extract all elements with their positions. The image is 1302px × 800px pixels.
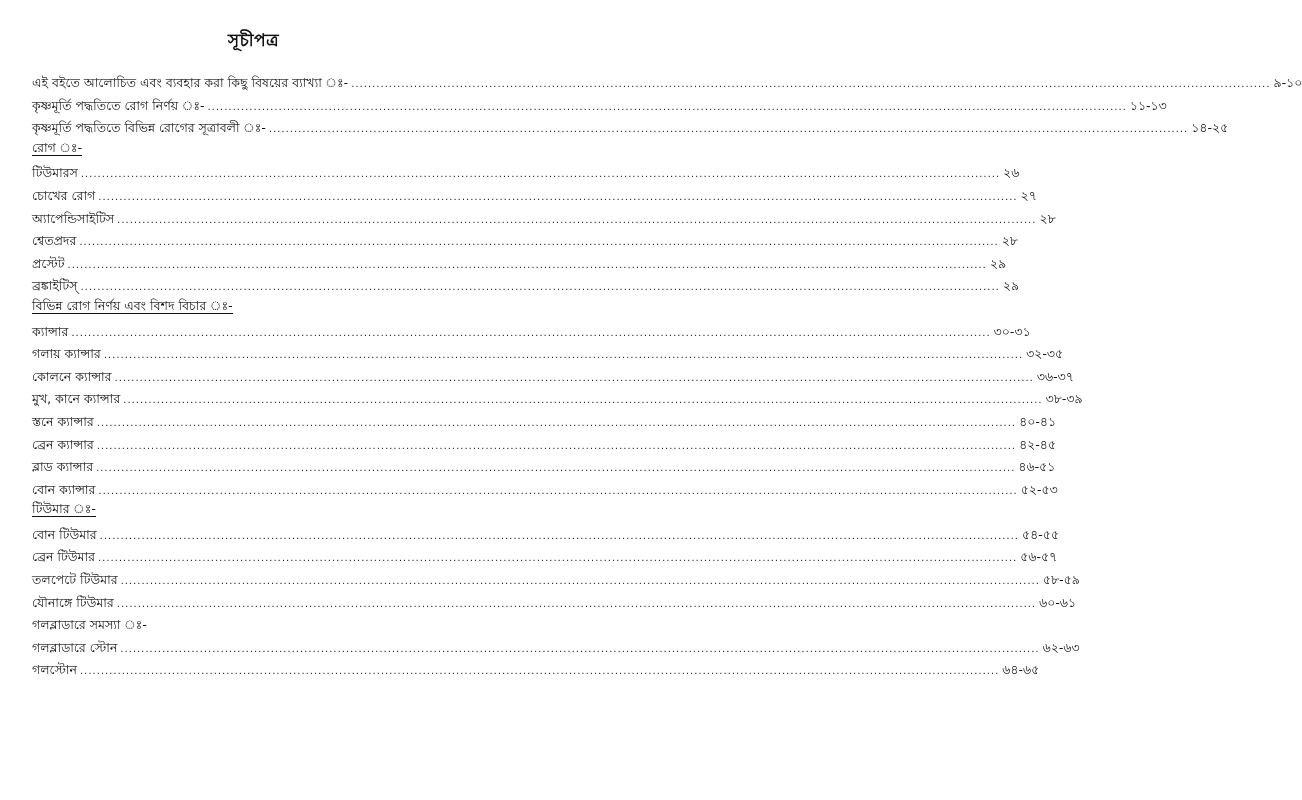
leader-dots: ............................................................................................................................................................................................................................	[80, 169, 1001, 181]
entry-page: ২৭	[1020, 187, 1037, 203]
toc-entry	[32, 117, 1229, 140]
entry-label: গলস্টোন	[32, 662, 77, 678]
leader-dots: ............................................................................................................................................................................................................................	[120, 643, 1040, 655]
entry-page: ৩৮-৩৯	[1045, 391, 1083, 407]
toc-entry	[32, 524, 1059, 547]
entry-label: তলপেটে টিউমার	[32, 572, 118, 588]
leader-dots: ............................................................................................................................................................................................................................	[96, 417, 1017, 429]
entry-page: ২৯	[1002, 278, 1020, 294]
entry-page: ২৮	[1001, 233, 1018, 249]
leader-dots: ............................................................................................................................................................................................................................	[120, 576, 1040, 588]
toc-entry	[32, 230, 1018, 253]
entry-label: প্রস্টেট	[32, 255, 65, 271]
entry-label: ব্রঙ্কাইটিস্	[32, 278, 78, 294]
entry-label: চোখের রোগ	[32, 187, 96, 203]
leader-dots: ............................................................................................................................................................................................................................	[96, 440, 1017, 452]
section-heading	[32, 140, 470, 163]
toc-entry	[32, 208, 1056, 231]
entry-label: বোন ক্যান্সার	[32, 481, 96, 497]
entry-page: ৫৮-৫৯	[1042, 572, 1080, 588]
toc-entry	[32, 253, 1007, 276]
entry-label: ক্যান্সার	[32, 323, 69, 339]
table-of-contents	[32, 72, 1302, 682]
section-heading-label: টিউমার ঃ-	[32, 501, 96, 517]
leader-dots: ............................................................................................................................................................................................................................	[79, 237, 999, 249]
entry-page: ১৪-২৫	[1191, 120, 1229, 136]
toc-entry	[32, 411, 1057, 434]
section-heading	[32, 501, 470, 524]
toc-entry	[32, 72, 1302, 95]
entry-label: ব্লাড ক্যান্সার	[32, 459, 94, 475]
toc-entry	[32, 434, 1057, 457]
leader-dots: ............................................................................................................................................................................................................................	[80, 282, 1000, 294]
toc-entry	[32, 637, 1080, 660]
entry-page: ৬০-৬১	[1039, 594, 1077, 610]
leader-dots: ............................................................................................................................................................................................................................	[71, 327, 991, 339]
toc-entry	[32, 366, 1074, 389]
entry-label: অ্যাপেন্ডিসাইটিস	[32, 210, 115, 226]
leader-dots: ............................................................................................................................................................................................................................	[98, 191, 1018, 203]
section-heading-label: বিভিন্ন রোগ নির্ণয় এবং বিশদ বিচার ঃ-	[32, 297, 233, 313]
leader-dots: ............................................................................................................................................................................................................................	[99, 530, 1019, 542]
toc-entry	[32, 275, 1020, 298]
entry-label: কোলনে ক্যান্সার	[32, 368, 112, 384]
entry-page: ৫৪-৫৫	[1021, 526, 1059, 542]
entry-page: ৫২-৫৩	[1020, 481, 1058, 497]
toc-entry	[32, 569, 1080, 592]
leader-dots: ............................................................................................................................................................................................................................	[268, 124, 1189, 136]
entry-label: স্তনে ক্যান্সার	[32, 413, 94, 429]
leader-dots: ............................................................................................................................................................................................................................	[351, 79, 1271, 90]
leader-dots: ............................................................................................................................................................................................................................	[79, 666, 1000, 678]
entry-label: গলায় ক্যান্সার	[32, 346, 101, 362]
entry-label: বোন টিউমার	[32, 526, 97, 542]
leader-dots: ............................................................................................................................................................................................................................	[117, 214, 1037, 226]
entry-page: ৩৬-৩৭	[1036, 368, 1074, 384]
entry-label: ব্রেন ক্যান্সার	[32, 436, 94, 452]
entry-page: ৩০-৩১	[993, 323, 1031, 339]
entry-label: শ্বেতপ্রদর	[32, 233, 77, 249]
entry-label: মুখ, কানে ক্যান্সার	[32, 391, 121, 407]
entry-label: গলব্লাডারে স্টোন	[32, 639, 118, 655]
entry-page: ২৬	[1003, 165, 1020, 181]
toc-entry	[32, 321, 1031, 344]
entry-page: ৫৬-৫৭	[1020, 549, 1058, 565]
leader-dots: ............................................................................................................................................................................................................................	[123, 395, 1043, 407]
entry-label: টিউমারস	[32, 165, 78, 181]
toc-entry	[32, 185, 1037, 208]
entry-page: ৬২-৬৩	[1042, 639, 1080, 655]
entry-label: কৃষ্ণমূর্তি পদ্ধতিতে রোগ নির্ণয় ঃ-	[32, 97, 205, 113]
section-heading-label: গলব্লাডারে সমস্যা ঃ-	[32, 617, 147, 633]
toc-entry	[32, 546, 1058, 569]
entry-page: ৩২-৩৫	[1026, 346, 1064, 362]
entry-page: ৪৬-৫১	[1018, 459, 1056, 475]
leader-dots: ............................................................................................................................................................................................................................	[116, 598, 1037, 610]
section-heading	[32, 298, 470, 321]
entry-label: যৌনাঙ্গে টিউমার	[32, 594, 114, 610]
leader-dots: ............................................................................................................................................................................................................................	[97, 553, 1018, 565]
toc-entry	[32, 162, 1020, 185]
leader-dots: ............................................................................................................................................................................................................................	[96, 463, 1016, 475]
entry-page: ২৯	[989, 255, 1007, 271]
entry-label: এই বইতে আলোচিত এবং ব্যবহার করা কিছু বিষয়ের ব্যাখ্যা ঃ-	[32, 75, 349, 90]
entry-label: ব্রেন টিউমার	[32, 549, 95, 565]
entry-label: কৃষ্ণমূর্তি পদ্ধতিতে বিভিন্ন রোগের সূত্রাবলী ঃ-	[32, 120, 266, 136]
toc-entry	[32, 388, 1083, 411]
page-title: সূচীপত্র	[227, 31, 280, 51]
leader-dots: ............................................................................................................................................................................................................................	[103, 350, 1024, 362]
toc-entry	[32, 479, 1058, 502]
leader-dots: ............................................................................................................................................................................................................................	[67, 259, 987, 271]
leader-dots: ............................................................................................................................................................................................................................	[98, 485, 1018, 497]
toc-entry	[32, 95, 1167, 118]
entry-page: ৬৪-৬৫	[1002, 662, 1040, 678]
section-heading-label: রোগ ঃ-	[32, 139, 83, 155]
entry-page: ২৮	[1039, 210, 1056, 226]
toc-entry	[32, 456, 1056, 479]
leader-dots: ............................................................................................................................................................................................................................	[114, 372, 1034, 384]
leader-dots: ............................................................................................................................................................................................................................	[207, 101, 1127, 113]
section-heading	[32, 614, 470, 637]
entry-page: ৯-১০	[1273, 75, 1302, 90]
toc-entry	[32, 659, 1040, 682]
entry-page: ৪২-৪৫	[1019, 436, 1057, 452]
entry-page: ৪০-৪১	[1019, 413, 1057, 429]
entry-page: ১১-১৩	[1129, 97, 1167, 113]
toc-entry	[32, 343, 1064, 366]
toc-entry	[32, 592, 1077, 615]
